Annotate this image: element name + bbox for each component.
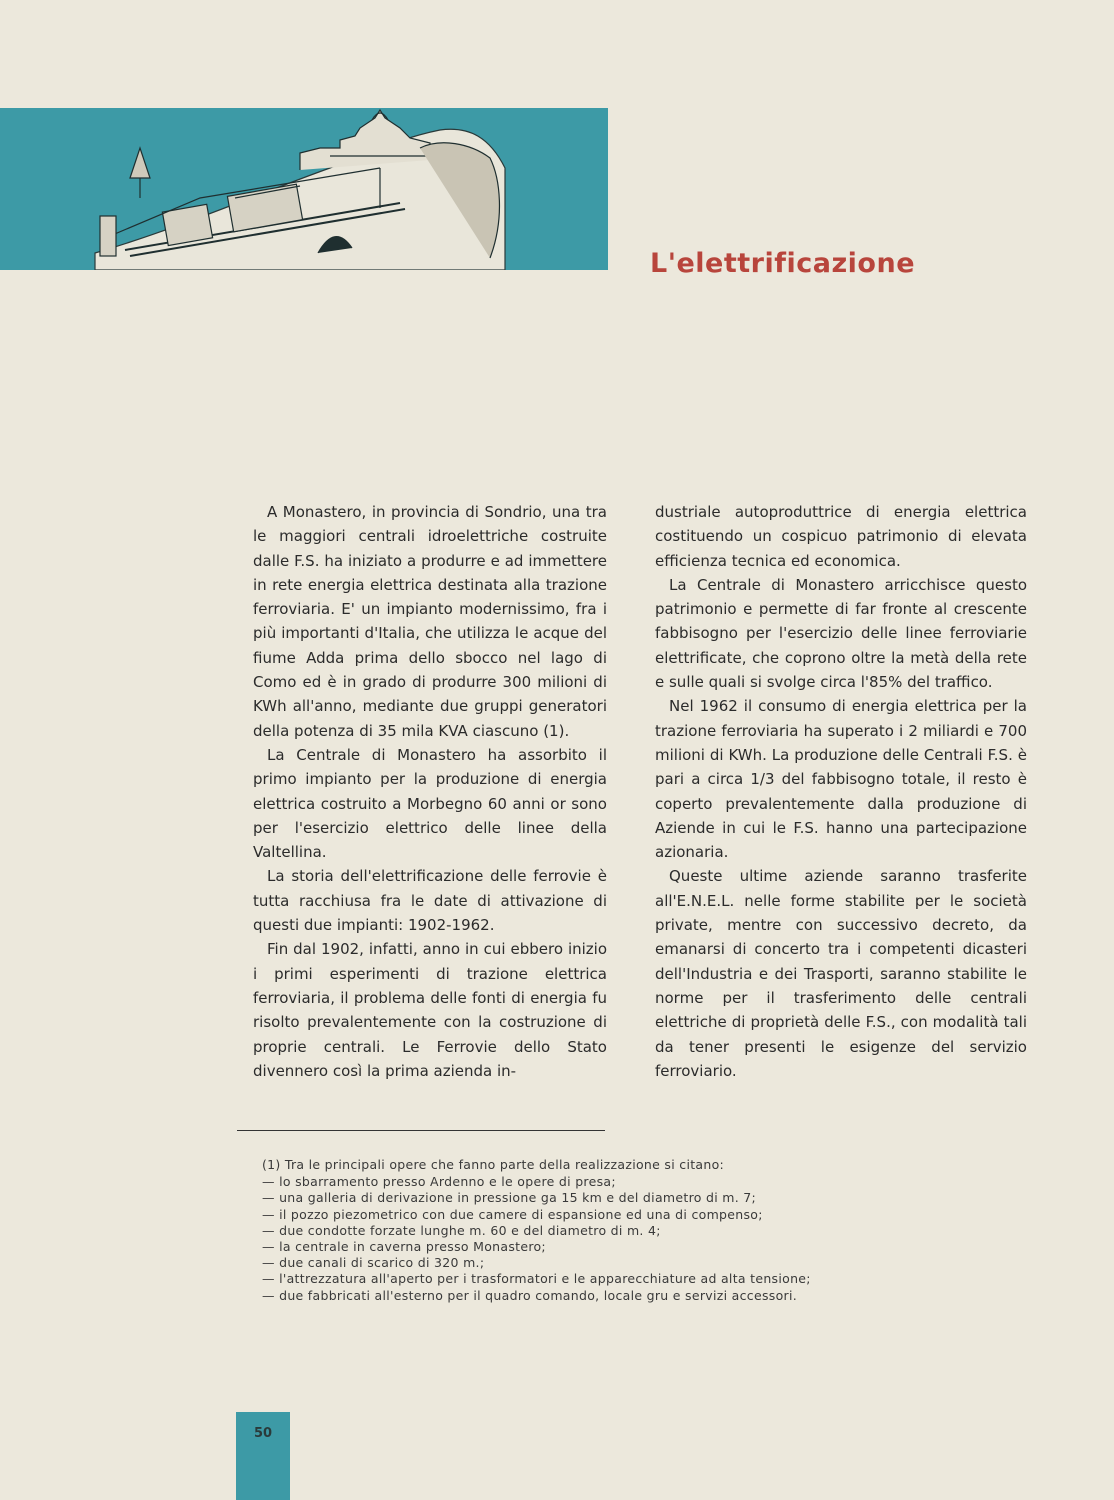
- footnote-divider: [237, 1130, 605, 1131]
- footnote-item: — la centrale in caverna presso Monastero;: [262, 1239, 962, 1255]
- paragraph: La Centrale di Monastero arricchisce questo patrimonio e permette di far fronte al crescente fabbisogno per l'esercizio delle linee ferroviarie elettrificate, che coprono oltre la metà della rete e sulle quali si svolge circa l'85% del traffico.: [655, 575, 1027, 692]
- footnote-item: — il pozzo piezometrico con due camere di espansione ed una di compenso;: [262, 1207, 962, 1223]
- funicular-railway-illustration: [0, 108, 608, 270]
- article-column-left: [253, 500, 607, 1083]
- footnote-intro: (1) Tra le principali opere che fanno parte della realizzazione si citano:: [262, 1157, 725, 1172]
- paragraph: La Centrale di Monastero ha assorbito il primo impianto per la produzione di energia elettrica costruito a Morbegno 60 anni or sono per l'esercizio elettrico delle linee della Valtellina.: [253, 745, 607, 862]
- article-column-right: [655, 500, 1027, 1083]
- paragraph: Fin dal 1902, infatti, anno in cui ebbero inizio i primi esperimenti di trazione elettrica ferroviaria, il problema delle fonti di energia fu risolto prevalentemente con la costruzione di proprie centrali. Le Ferrovie dello Stato divennero così la prima azienda in-: [253, 940, 607, 1080]
- page-title: L'elettrificazione: [650, 248, 916, 279]
- footnote: [262, 1157, 962, 1304]
- paragraph: A Monastero, in provincia di Sondrio, una tra le maggiori centrali idroelettriche costruite dalle F.S. ha iniziato a produrre e ad immettere in rete energia elettrica destinata alla trazione ferroviaria. E' un impianto modernissimo, fra i più importanti d'Italia, che utilizza le acque del fiume Adda prima dello sbocco nel lago di Como ed è in grado di produrre 300 milioni di KWh all'anno, mediante due gruppi generatori della potenza di 35 mila KVA ciascuno (1).: [253, 503, 607, 740]
- paragraph: dustriale autoproduttrice di energia elettrica costituendo un cospicuo patrimonio di elevata efficienza tecnica ed economica.: [655, 503, 1027, 570]
- paragraph: La storia dell'elettrificazione delle ferrovie è tutta racchiusa fra le date di attivazione di questi due impianti: 1902-1962.: [253, 867, 607, 935]
- paragraph: Queste ultime aziende saranno trasferite all'E.N.E.L. nelle forme stabilite per le società private, mentre con successivo decreto, da emanarsi di concerto tra i competenti dicasteri dell'Industria e dei Trasporti, saranno stabilite le norme per il trasferimento delle centrali elettriche di proprietà delle F.S., con modalità tali da tener presenti le esigenze del servizio ferroviario.: [655, 867, 1027, 1080]
- page-number: 50: [236, 1412, 290, 1500]
- footnote-item: — due condotte forzate lunghe m. 60 e del diametro di m. 4;: [262, 1223, 962, 1239]
- paragraph: Nel 1962 il consumo di energia elettrica per la trazione ferroviaria ha superato i 2 miliardi e 700 milioni di KWh. La produzione delle Centrali F.S. è pari a circa 1/3 del fabbisogno totale, il resto è coperto prevalentemente dalla produzione di Aziende in cui le F.S. hanno una partecipazione azionaria.: [655, 697, 1027, 862]
- header-banner: [0, 108, 608, 270]
- footnote-item: — una galleria di derivazione in pressione ga 15 km e del diametro di m. 7;: [262, 1190, 962, 1206]
- footnote-item: — lo sbarramento presso Ardenno e le opere di presa;: [262, 1174, 962, 1190]
- footnote-item: — due canali di scarico di 320 m.;: [262, 1255, 962, 1271]
- footnote-item: — due fabbricati all'esterno per il quadro comando, locale gru e servizi accessori.: [262, 1288, 962, 1304]
- footnote-list: [262, 1174, 962, 1304]
- footnote-item: — l'attrezzatura all'aperto per i trasformatori e le apparecchiature ad alta tensione;: [262, 1271, 962, 1287]
